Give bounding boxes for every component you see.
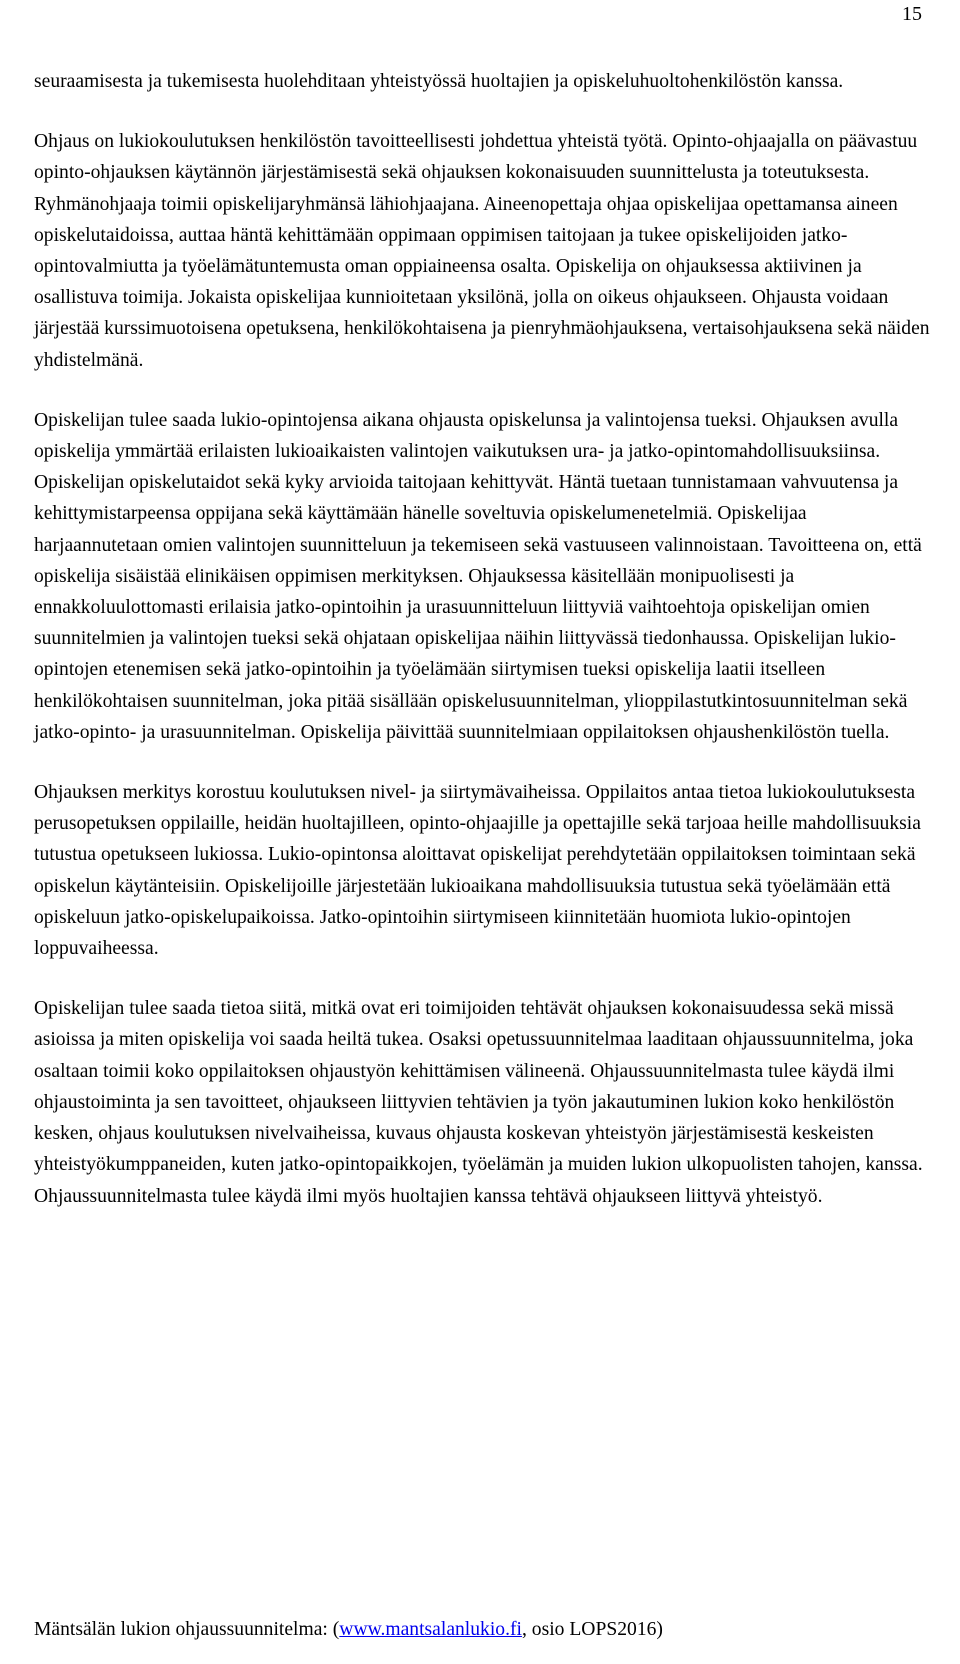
paragraph-2: Ohjaus on lukiokoulutuksen henkilöstön tavoitteellisesti johdettua yhteistä työtä. Opinto-ohjaajalla on päävastuu opinto-ohjauksen käytännön järjestämisestä sekä ohjauksen kokonaisuuden suunnittelusta ja toteutuksesta. Ryhmänohjaaja toimii opiskelijaryhmänsä lähiohjaajana. Aineenopettaja ohjaa opiskelijaa opettamansa aineen opiskelutaidoissa, auttaa häntä kehittämään oppimaan oppimisen taitojaan ja tukee opiskelijoiden jatko-opintovalmiutta ja työelämätuntemusta oman oppiaineensa osalta. Opiskelija on ohjauksessa aktiivinen ja osallistuva toimija. Jokaista opiskelijaa kunnioitetaan yksilönä, jolla on oikeus ohjaukseen. Ohjausta voidaan järjestää kurssimuotoisena opetuksena, henkilökohtaisena ja pienryhmäohjauksena, vertaisohjauksena sekä näiden yhdistelmänä.: [34, 131, 930, 371]
document-body: [34, 66, 934, 1241]
page-number: 15: [902, 3, 922, 25]
footer-suffix: , osio LOPS2016): [521, 1619, 663, 1640]
paragraph-3: Opiskelijan tulee saada lukio-opintojensa aikana ohjausta opiskelunsa ja valintojensa tueksi. Ohjauksen avulla opiskelija ymmärtää erilaisten lukioaikaisten valintojen vaikutuksen ura- ja jatko-opintomahdollisuuksiinsa. Opiskelijan opiskelutaidot sekä kyky arvioida taitojaan kehittyvät. Häntä tuetaan tunnistamaan vahvuutensa ja kehittymistarpeensa oppijana sekä käyttämään hänelle soveltuvia opiskelumenetelmiä. Opiskelijaa harjaannutetaan omien valintojen suunnitteluun ja tekemiseen sekä vastuuseen valinnoistaan. Tavoitteena on, että opiskelija sisäistää elinikäisen oppimisen merkityksen. Ohjauksessa käsitellään monipuolisesti ja ennakkoluulottomasti erilaisia jatko-opintoihin ja urasuunnitteluun liittyviä vaihtoehtoja opiskelijan omien suunnitelmien ja valintojen tueksi sekä ohjataan opiskelijaa näihin liittyvässä tiedonhaussa. Opiskelijan lukio-opintojen etenemisen sekä jatko-opintoihin ja työelämään siirtymisen tueksi opiskelija laatii itselleen henkilökohtaisen suunnitelman, joka pitää sisällään opiskelusuunnitelman, ylioppilastutkintosuunnitelman sekä jatko-opinto- ja urasuunnitelman. Opiskelija päivittää suunnitelmiaan oppilaitoksen ohjaushenkilöstön tuella.: [34, 409, 922, 743]
paragraph-5: Opiskelijan tulee saada tietoa siitä, mitkä ovat eri toimijoiden tehtävät ohjauksen kokonaisuudessa sekä missä asioissa ja miten opiskelija voi saada heiltä tukea. Osaksi opetussuunnitelmaa laaditaan ohjaussuunnitelma, joka osaltaan toimii koko oppilaitoksen ohjaustyön kehittämisen välineenä. Ohjaussuunnitelmasta tulee käydä ilmi ohjaustoiminta ja sen tavoitteet, ohjaukseen liittyvien tehtävien ja työn jakautuminen lukion koko henkilöstön kesken, ohjaus koulutuksen nivelvaiheissa, kuvaus ohjausta koskevan yhteistyön järjestämisestä keskeisten yhteistyökumppaneiden, kuten jatko-opintopaikkojen, työelämän ja muiden lukion ulkopuolisten tahojen, kanssa. Ohjaussuunnitelmasta tulee käydä ilmi myös huoltajien kanssa tehtävä ohjaukseen liittyvä yhteistyö.: [34, 998, 923, 1207]
website-link[interactable]: www.mantsalanlukio.fi: [339, 1619, 522, 1640]
footer-reference: [34, 1614, 663, 1645]
paragraph-4: Ohjauksen merkitys korostuu koulutuksen nivel- ja siirtymävaiheissa. Oppilaitos antaa tietoa lukiokoulutuksesta perusopetuksen oppilaille, heidän huoltajilleen, opinto-ohjaajille ja opettajille sekä tarjoaa heille mahdollisuuksia tutustua opetukseen lukiossa. Lukio-opintonsa aloittavat opiskelijat perehdytetään oppilaitoksen toimintaan sekä opiskelun käytänteisiin. Opiskelijoille järjestetään lukioaikana mahdollisuuksia tutustua sekä työelämään että opiskeluun jatko-opiskelupaikoissa. Jatko-opintoihin siirtymiseen kiinnitetään huomiota lukio-opintojen loppuvaiheessa.: [34, 782, 921, 960]
paragraph-1: seuraamisesta ja tukemisesta huolehditaan yhteistyössä huoltajien ja opiskeluhuoltohenkilöstön kanssa.: [34, 71, 844, 92]
footer-prefix: Mäntsälän lukion ohjaussuunnitelma: (: [34, 1619, 340, 1640]
